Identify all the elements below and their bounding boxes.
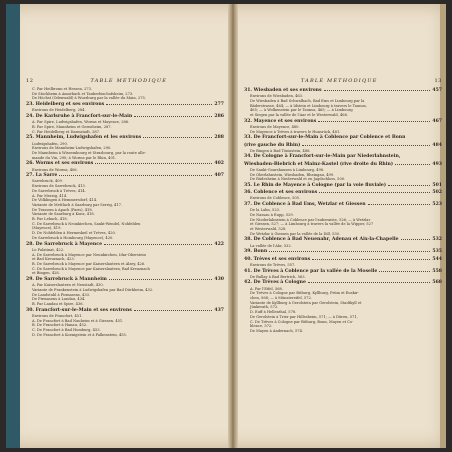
toc-page-number: 523 bbox=[432, 202, 442, 208]
toc-subentry: B. Par Landau et Spire, 436. bbox=[32, 302, 84, 307]
toc-page-number: 457 bbox=[432, 88, 442, 93]
toc-subentry: De Völklingen à Hemmersdorf, 414. bbox=[32, 198, 98, 203]
toc-subentry: blence, 572. bbox=[250, 324, 273, 329]
book-gutter bbox=[228, 4, 238, 448]
toc-entry bbox=[26, 160, 224, 172]
toc-heading-text: 40. Trèves et ses environs bbox=[244, 256, 311, 262]
toc-entry bbox=[244, 134, 442, 141]
toc-heading bbox=[244, 182, 442, 189]
toc-subentry: Variante de Mettlach à Saarburg par Serrig, 417. bbox=[32, 202, 123, 207]
toc-heading-text: 35. Le Rhin de Mayence à Cologne (par la voie fluviale) bbox=[244, 182, 387, 188]
page-number: 12 bbox=[26, 78, 34, 84]
toc-subentry: A. Par Merzig, 414. bbox=[32, 193, 68, 198]
toc-page-number: 568 bbox=[432, 280, 442, 286]
toc-heading bbox=[26, 307, 224, 314]
toc-heading bbox=[244, 189, 442, 196]
toc-subentry: Environs de Heidelberg, 284. bbox=[32, 108, 86, 113]
toc-entry bbox=[26, 87, 224, 101]
toc-subentry: Variante de Saarburg à Konz, 418. bbox=[32, 212, 95, 217]
toc-heading bbox=[244, 118, 442, 125]
toc-entry bbox=[244, 268, 442, 280]
toc-subentry: D. De Nohfelden à Hermeskeil et Trèves, 420. bbox=[32, 231, 116, 236]
leader-dots bbox=[143, 137, 212, 138]
toc-entry bbox=[26, 276, 224, 307]
toc-subentry: Sarrebruck, 409. bbox=[32, 179, 63, 184]
toc-subentry: Variante de Frankenstein à Ludwigshafen par Bad Dürkheim, 432. bbox=[32, 287, 154, 292]
toc-subentry: A. Par Spire, Ludwigshafen, Worms et Mayence, 286. bbox=[32, 120, 130, 125]
toc-entry bbox=[244, 236, 442, 248]
toc-heading-text: 31. Wiesbaden et ses environs bbox=[244, 88, 322, 93]
toc-page-number: 430 bbox=[214, 277, 224, 283]
toc-heading-text: 34. De Cologne à Francfort-sur-le-Main par Niederlahnstein, bbox=[244, 154, 401, 160]
toc-heading-text: 42. De Trèves à Cologne bbox=[244, 280, 306, 286]
toc-subentry: De Landstuhl à Pirmasens, 433. bbox=[32, 292, 91, 297]
leader-dots bbox=[324, 90, 431, 91]
toc-subentry: De Sankt-Goarshausen à Limbourg, 498. bbox=[250, 167, 325, 172]
toc-subentry: De Sarrebruck à Trèves, 414. bbox=[32, 188, 86, 193]
toc-page-number: 558 bbox=[432, 268, 442, 274]
leader-dots bbox=[109, 279, 213, 280]
toc-subentry: chen, 568; — à Münstereifel, 572. bbox=[250, 296, 312, 301]
toc-heading bbox=[244, 153, 442, 160]
toc-heading-text: 32. Mayence et ses environs bbox=[244, 118, 317, 124]
leader-dots bbox=[318, 121, 430, 122]
toc-subentry: B. De Francfort à Hanau, 452. bbox=[32, 323, 88, 328]
toc-heading-text: 36. Coblence et ses environs bbox=[244, 190, 318, 196]
toc-entry bbox=[26, 241, 224, 276]
toc-heading bbox=[244, 161, 442, 168]
toc-heading bbox=[26, 241, 224, 248]
page-number: 13 bbox=[434, 78, 442, 84]
toc-heading-text: 38. De Coblence à Bad Neuenahr, Adenau et Aix-la-Chapelle bbox=[244, 237, 399, 243]
toc-entry bbox=[244, 142, 442, 154]
toc-subentry: A. Par l'Eifel, 568. bbox=[250, 286, 283, 291]
toc-subentry: B. De Sarrebruck à Mayence par Kaiserslautern et Alzey, 426. bbox=[32, 261, 146, 266]
toc-heading bbox=[244, 142, 442, 149]
leader-dots bbox=[106, 104, 212, 105]
toc-entry bbox=[244, 153, 442, 160]
leader-dots bbox=[59, 175, 212, 176]
running-head bbox=[244, 78, 442, 84]
toc-heading bbox=[244, 279, 442, 286]
toc-heading-text: 24. De Karlsruhe à Francfort-sur-le-Main bbox=[26, 114, 133, 120]
leader-dots bbox=[395, 164, 430, 165]
toc-subentry: De Mannheim à Wissembourg et Strasbourg, par la route alle- bbox=[32, 150, 146, 155]
toc-subentry: B. Par Spire, Mannheim et Gernsheim, 287. bbox=[32, 124, 112, 129]
toc-heading bbox=[26, 134, 224, 141]
toc-heading bbox=[26, 101, 224, 108]
toc-heading bbox=[244, 134, 442, 141]
toc-subentry: Ludwigshafen, 290. bbox=[32, 141, 68, 146]
left-page bbox=[26, 78, 224, 438]
toc-page-number: 502 bbox=[432, 190, 442, 196]
running-title: TABLE MÉTHODIQUE bbox=[90, 78, 168, 84]
toc-entry bbox=[26, 134, 224, 160]
toc-subentry: A. De Sarrebruck à Mayence par Neunkirchen, Idar-Oberstein bbox=[32, 252, 146, 257]
toc-page-number: 493 bbox=[432, 161, 442, 167]
leader-dots bbox=[104, 244, 212, 245]
toc-subentry: De Rüdesheim à Niederwald et en Jagdschloss, 500. bbox=[250, 177, 346, 182]
toc-entry bbox=[244, 161, 442, 182]
toc-heading-text: (rive gauche du Rhin) bbox=[244, 142, 301, 148]
toc-subentry: De Trassem à Apach (Paris), 418. bbox=[32, 207, 93, 212]
toc-entry bbox=[244, 248, 442, 255]
toc-heading-text: 23. Heidelberg et ses environs bbox=[26, 102, 105, 108]
running-title: TABLE MÉTHODIQUE bbox=[300, 78, 378, 84]
toc-subentry: Environs de Sarrebruck, 413. bbox=[32, 184, 86, 189]
toc-subentry: D. De Francfort à Koenigstein et à Falkenstein, 455. bbox=[32, 332, 127, 337]
toc-subentry: De Gerolstein à Trier par Hillesheim, 571; — à Düren, 571, bbox=[250, 314, 358, 319]
toc-subentry: De Wiesbaden à Bad Schwalbach, Bad Ems et Limbourg par la bbox=[250, 98, 365, 103]
toc-subentry: C. De Trèves à Cologne par Bitburg, Bonn, Mayen et Co- bbox=[250, 319, 354, 324]
toc-heading bbox=[26, 113, 224, 120]
toc-subentry: De la Lahn, 523. bbox=[250, 208, 281, 213]
toc-heading-text: 30. Francfort-sur-le-Main et ses environs bbox=[26, 307, 132, 313]
toc-subentry: Variante de Kyllburg à Gerolstein par Gerolstein, Stadtkyll et bbox=[250, 300, 362, 305]
toc-heading-text: 41. De Trèves à Coblence par la vallée de la Moselle bbox=[244, 268, 378, 274]
toc-subentry: C. De Francfort à Bad Homburg, 453. bbox=[32, 328, 101, 333]
toc-entry bbox=[244, 256, 442, 268]
toc-subentry: Environs de Wiesbaden, 463. bbox=[250, 94, 304, 99]
toc-heading bbox=[244, 236, 442, 243]
leader-dots bbox=[379, 271, 430, 272]
toc-entry bbox=[244, 189, 442, 201]
toc-subentry: Environs de Francfort, 451. bbox=[32, 313, 83, 318]
toc-heading-text: 26. Worms et ses environs bbox=[26, 161, 94, 167]
toc-heading-text: 25. Mannheim, Ludwigshafen et les environs bbox=[26, 135, 142, 141]
toc-heading bbox=[244, 201, 442, 208]
toc-subentry: et Siegen par la vallée de l'Aar et le Westerwald, 466. bbox=[250, 113, 348, 118]
toc-subentry: C. Par Heilbronn et Hessen, 273. bbox=[32, 87, 93, 91]
leader-dots bbox=[134, 310, 213, 311]
toc-entry bbox=[244, 279, 442, 333]
toc-heading-text: 27. La Sarre bbox=[26, 173, 58, 179]
toc-subentry: C. De Sarrebruck à Neunkirchen, Sankt-Wendel, Nohfelden bbox=[32, 221, 141, 226]
toc-subentry: Bäderstrasse, 464; — à Idstein et Limbourg à travers le Taunus, bbox=[250, 103, 367, 108]
toc-subentry: Environs de Worms, 406. bbox=[32, 167, 78, 172]
toc-page-number: 286 bbox=[214, 114, 224, 120]
leader-dots bbox=[95, 163, 212, 164]
toc-page-number: 422 bbox=[214, 241, 224, 247]
toc-subentry: De Sarrebruck à Hombourg (Mayence), 420. bbox=[32, 235, 114, 240]
toc-subentry: Environs de Mayence, 480. bbox=[250, 124, 300, 129]
leader-dots bbox=[134, 116, 212, 117]
running-head bbox=[26, 78, 224, 84]
toc-subentry: Environs de Trèves, 557. bbox=[250, 262, 296, 267]
toc-subentry: De Wetzlar à Giessen par la vallée de la Dill, 530. bbox=[250, 231, 341, 236]
toc-subentry: et Westerwald, 528. bbox=[250, 227, 287, 232]
toc-heading-text: 29. De Sarrebruck à Mannheim bbox=[26, 277, 107, 283]
toc-page-number: 467 bbox=[432, 118, 442, 124]
toc-entry bbox=[26, 172, 224, 240]
toc-subentry: De Mayen à Andernach, 574. bbox=[250, 328, 303, 333]
toc-subentry: De Niederlahnstein à Coblence par l'auberaiste, 526; — à Wetzlar bbox=[250, 217, 371, 222]
toc-page-number: 544 bbox=[432, 256, 442, 262]
toc-page-number: 532 bbox=[432, 237, 442, 243]
toc-page-number: 402 bbox=[214, 161, 224, 167]
toc-subentry: Environs de Mannheim-Ludwigshafen, 290. bbox=[32, 146, 112, 151]
toc-page-number: 484 bbox=[432, 142, 442, 148]
toc-page-number: 288 bbox=[214, 135, 224, 141]
toc-subentry: La vallée de l'Ahr, 532. bbox=[250, 243, 292, 248]
toc-heading bbox=[244, 87, 442, 94]
toc-subentry: A. De Francfort à Bad Nauheim et à Giessen, 451. bbox=[32, 318, 124, 323]
toc-page-number: 501 bbox=[432, 182, 442, 188]
toc-heading bbox=[26, 160, 224, 167]
toc-subentry: B. Par Lebach, 418. bbox=[32, 217, 68, 222]
toc-subentry: C. De Sarrebruck à Mayence par Kaiserslautern, Bad Kreuznach bbox=[32, 266, 150, 271]
toc-subentry: De Pirmasens à Landau, 434. bbox=[32, 297, 86, 302]
toc-list bbox=[244, 87, 442, 334]
toc-subentry: Environs de Coblence, 505. bbox=[250, 196, 301, 201]
toc-subentry: A. Par Kaiserslautern et Neustadt, 430. bbox=[32, 283, 104, 288]
toc-heading-text: 39. Bonn bbox=[244, 249, 268, 255]
toc-subentry: De Mayence à Trèves à travers le Hunsrück, 481. bbox=[250, 129, 341, 134]
toc-subentry: Le Palatinat, 422. bbox=[32, 247, 65, 252]
toc-heading bbox=[26, 276, 224, 283]
toc-subentry: et Bad Kreuznach, 423. bbox=[32, 257, 75, 262]
open-book bbox=[6, 4, 446, 448]
right-page bbox=[244, 78, 442, 438]
toc-subentry: De Höchst (Odenwald) à Wurzburg par la vallée du Main, 275. bbox=[32, 96, 146, 101]
leader-dots bbox=[388, 185, 430, 186]
toc-subentry: De Trèves à Cologne par Bitburg, Kyllburg, Prüm et Euskir- bbox=[250, 291, 359, 296]
toc-entry bbox=[26, 113, 224, 134]
leader-dots bbox=[312, 259, 430, 260]
leader-dots bbox=[401, 239, 431, 240]
toc-page-number: 277 bbox=[214, 102, 224, 108]
toc-heading bbox=[244, 268, 442, 275]
toc-page-number: 437 bbox=[214, 307, 224, 313]
toc-page-number: 407 bbox=[214, 173, 224, 179]
toc-subentry: De Bingen à Bad Tönisstein, 488. bbox=[250, 148, 311, 153]
cover-edge-left bbox=[6, 4, 20, 448]
toc-entry bbox=[244, 87, 442, 118]
toc-subentry: et Giessen, 527; — à Limbourg à travers la vallée de la Wipper, 527 bbox=[250, 222, 374, 227]
toc-subentry: (Mayence), 419. bbox=[32, 226, 62, 231]
leader-dots bbox=[308, 282, 431, 283]
leader-dots bbox=[319, 192, 430, 193]
toc-entry bbox=[244, 182, 442, 189]
toc-subentry: De Stockheim à Amorbach et Tauberbischofsheim, 273. bbox=[32, 91, 134, 96]
toc-list bbox=[26, 87, 224, 337]
toc-heading bbox=[244, 248, 442, 255]
toc-heading-text: Wiesbaden-Biebrich et Mainz-Kastel (rive droite du Rhin) bbox=[244, 161, 393, 167]
toc-subentry: C. Par Heidelberg et Darmstadt, 287. bbox=[32, 129, 101, 134]
leader-dots bbox=[368, 204, 431, 205]
toc-subentry: D. Euff à Hellenthal, 578. bbox=[250, 310, 297, 315]
toc-entry bbox=[26, 101, 224, 113]
toc-entry bbox=[26, 307, 224, 338]
leader-dots bbox=[302, 145, 430, 146]
toc-subentry: mande du Vin, 290; à Worms par le Rhin, 401. bbox=[32, 155, 117, 160]
leader-dots bbox=[269, 251, 430, 252]
toc-subentry: 465; — à Wolkenstein par le Taunus, 465; — à Limbourg bbox=[250, 108, 353, 113]
toc-subentry: De Nassau à Eupp, 529. bbox=[250, 212, 294, 217]
toc-subentry: Jünkerath, 572. bbox=[250, 305, 279, 310]
toc-entry bbox=[244, 201, 442, 236]
toc-entry bbox=[244, 118, 442, 135]
toc-heading-text: 37. De Coblence à Bad Ems, Wetzlar et Giessen bbox=[244, 202, 366, 208]
toc-heading-text: 28. De Sarrebruck à Mayence bbox=[26, 241, 102, 247]
toc-heading bbox=[26, 172, 224, 179]
toc-subentry: De Oberlahnstein, Wiesbaden, Rheingau, 499. bbox=[250, 172, 335, 177]
toc-heading-text: 33. De Francfort-sur-le-Main à Coblence par Coblence et Bonn bbox=[244, 135, 406, 141]
toc-subentry: De Bullay à Bad Bertrich, 563. bbox=[250, 274, 306, 279]
toc-heading bbox=[244, 256, 442, 263]
toc-page-number: 535 bbox=[432, 249, 442, 255]
toc-subentry: et Bingen, 428. bbox=[32, 271, 60, 276]
